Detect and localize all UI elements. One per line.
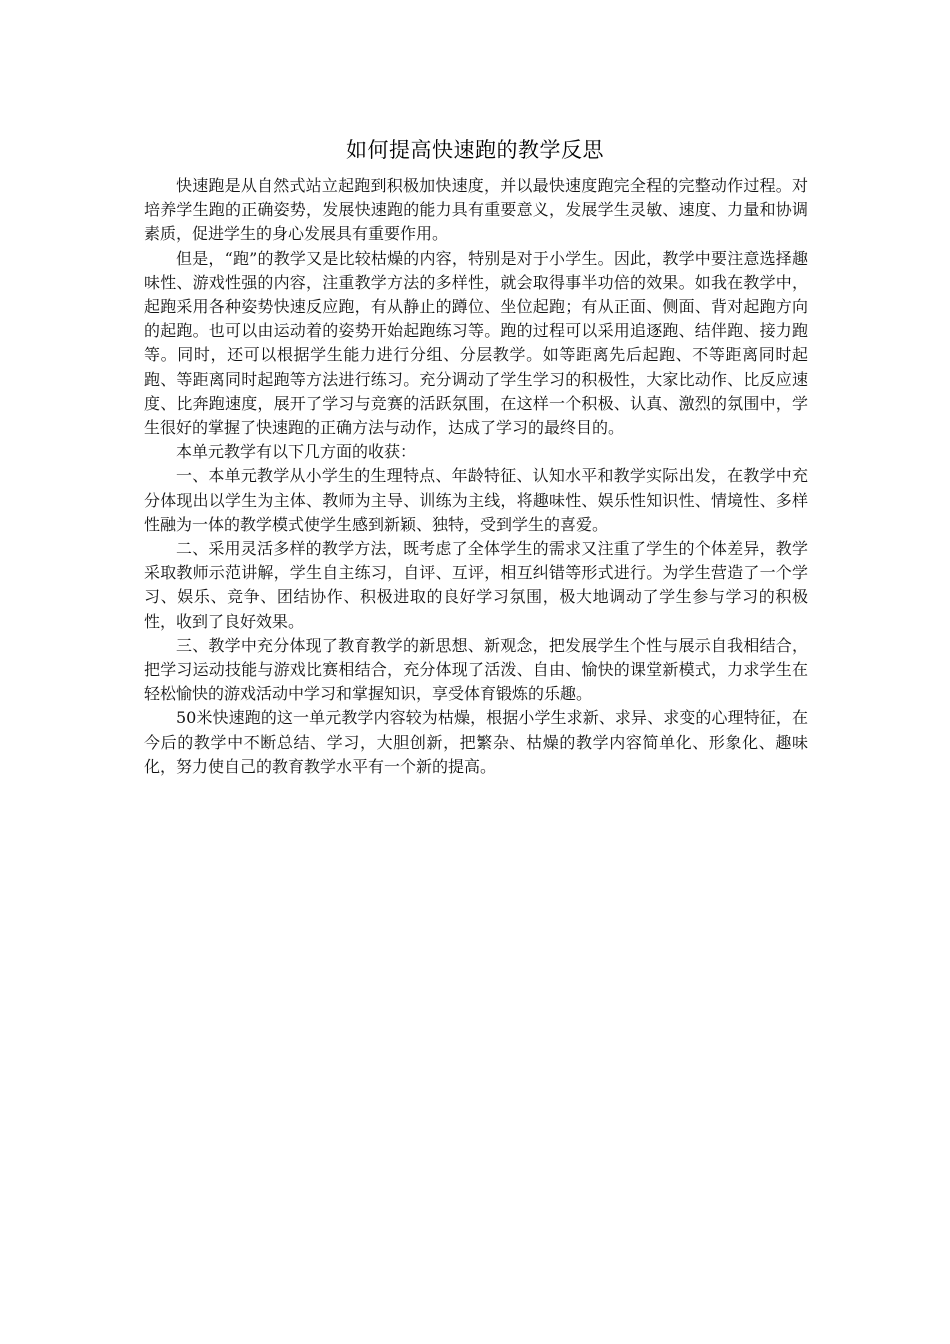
paragraph-teaching-methods: 但是，“跑”的教学又是比较枯燥的内容，特别是对于小学生。因此，教学中要注意选择趣味性、游戏性强的内容，注重教学方法的多样性，就会取得事半功倍的效果。如我在教学中，起跑采用各种姿势快速反应跑，有从静止的蹲位、坐位起跑；有从正面、侧面、背对起跑方向的起跑。也可以由运动着的姿势开始起跑练习等。跑的过程可以采用追逐跑、结伴跑、接力跑等。同时，还可以根据学生能力进行分组、分层教学。如等距离先后起跑、不等距离同时起跑、等距离同时起跑等方法进行练习。充分调动了学生学习的积极性，大家比动作、比反应速度、比奔跑速度，展开了学习与竞赛的活跃氛围，在这样一个积极、认真、激烈的氛围中，学生很好的掌握了快速跑的正确方法与动作，达成了学习的最终目的。	[144, 248, 808, 438]
paragraph-gain-two: 二、采用灵活多样的教学方法，既考虑了全体学生的需求又注重了学生的个体差异，教学采取教师示范讲解，学生自主练习，自评、互评，相互纠错等形式进行。为学生营造了一个学习、娱乐、竞争、团结协作、积极进取的良好学习氛围，极大地调动了学生参与学习的积极性，收到了良好效果。	[144, 539, 808, 631]
document-body	[144, 174, 808, 779]
paragraph-gain-one: 一、本单元教学从小学生的生理特点、年龄特征、认知水平和教学实际出发，在教学中充分体现出以学生为主体、教师为主导、训练为主线，将趣味性、娱乐性知识性、情境性、多样性融为一体的教学模式使学生感到新颖、独特，受到学生的喜爱。	[144, 466, 808, 534]
paragraph-conclusion: 50米快速跑的这一单元教学内容较为枯燥，根据小学生求新、求异、求变的心理特征，在今后的教学中不断总结、学习，大胆创新，把繁杂、枯燥的教学内容简单化、形象化、趣味化，努力使自己的教育教学水平有一个新的提高。	[144, 708, 808, 776]
document-title: 如何提高快速跑的教学反思	[346, 138, 604, 162]
paragraph-gain-three: 三、教学中充分体现了教育教学的新思想、新观念，把发展学生个性与展示自我相结合，把学习运动技能与游戏比赛相结合，充分体现了活泼、自由、愉快的课堂新模式，力求学生在轻松愉快的游戏活动中学习和掌握知识，享受体育锻炼的乐趣。	[144, 635, 808, 704]
paragraph-intro: 快速跑是从自然式站立起跑到积极加快速度，并以最快速度跑完全程的完整动作过程。对培养学生跑的正确姿势，发展快速跑的能力具有重要意义，发展学生灵敏、速度、力量和协调素质，促进学生的身心发展具有重要作用。	[144, 176, 808, 244]
paragraph-gains-heading: 本单元教学有以下几方面的收获：	[176, 442, 417, 462]
